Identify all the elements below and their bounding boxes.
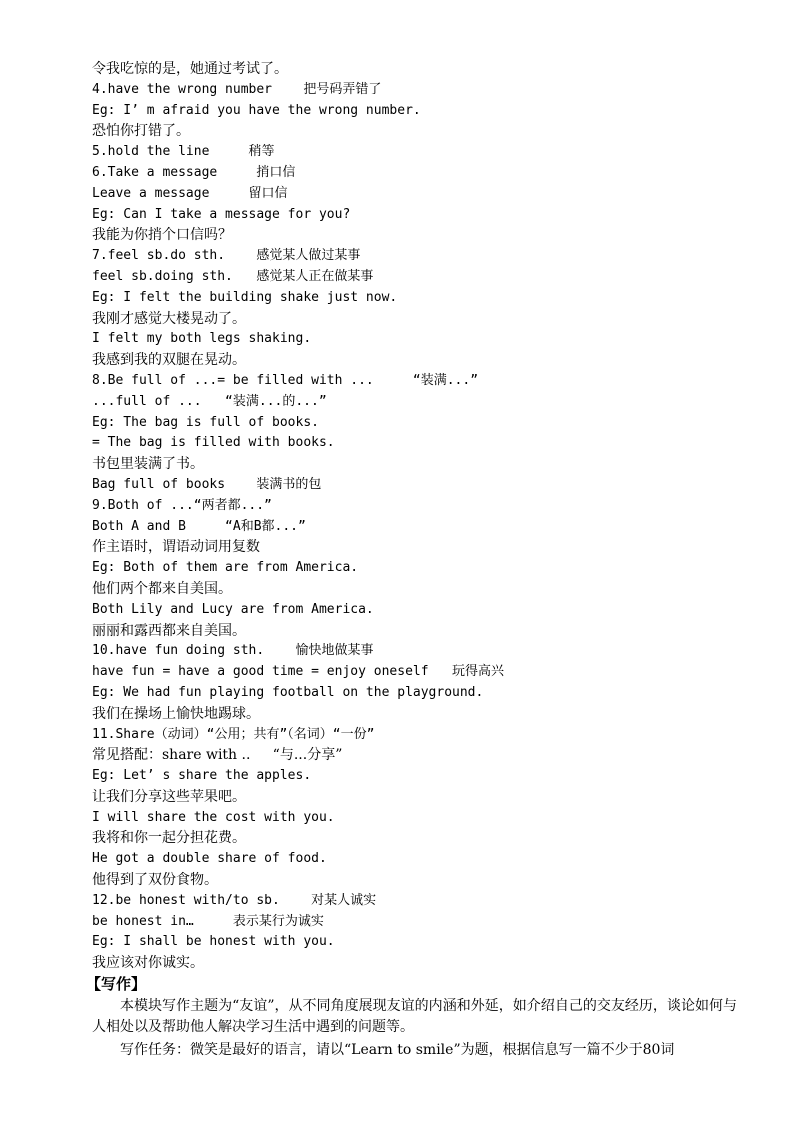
note-line: 令我吃惊的是，她通过考试了。 xyxy=(92,61,288,77)
note-line: Both A and B “A和B都...” xyxy=(92,518,306,534)
note-line: He got a double share of food. xyxy=(92,851,327,867)
note-line: 8.Be full of ...= be filled with ... “装满...” xyxy=(92,372,479,388)
note-line: Eg: I’ m afraid you have the wrong number. xyxy=(92,102,421,118)
note-line: Eg: I shall be honest with you. xyxy=(92,934,335,950)
note-line: 9.Both of ...“两者都...” xyxy=(92,497,272,513)
note-line: have fun = have a good time = enjoy oneself 玩得高兴 xyxy=(92,664,505,680)
note-line: 丽丽和露西都来自美国。 xyxy=(92,622,246,639)
note-line: Eg: Let’ s share the apples. xyxy=(92,768,312,784)
note-line: 6.Take a message 捎口信 xyxy=(92,164,296,180)
note-line: feel sb.doing sth. 感觉某人正在做某事 xyxy=(92,268,374,284)
note-line: 我刚才感觉大楼晃动了。 xyxy=(92,310,246,327)
note-line: 10.have fun doing sth. 愉快地做某事 xyxy=(92,643,374,659)
note-line: Eg: Can I take a message for you? xyxy=(92,206,351,222)
writing-theme-text: 本模块写作主题为“友谊”，从不同角度展现友谊的内涵和外延，如介绍自己的交友经历，谈论如何与人相处以及帮助他人解决学习生活中遇到的问题等。 xyxy=(92,998,737,1035)
note-line: I will share the cost with you. xyxy=(92,809,335,825)
writing-task-paragraph xyxy=(92,1040,737,1061)
note-line: 11.Share（动词）“公用；共有”（名词）“一份” xyxy=(92,726,375,742)
note-line: be honest in… 表示某行为诚实 xyxy=(92,913,324,929)
writing-theme-paragraph xyxy=(92,996,737,1038)
note-line: 常见搭配：share with .. “与...分享” xyxy=(92,747,343,764)
note-line: 让我们分享这些苹果吧。 xyxy=(92,788,246,805)
note-line: 书包里装满了书。 xyxy=(92,456,204,473)
note-line: 12.be honest with/to sb. 对某人诚实 xyxy=(92,892,377,908)
note-line: 他得到了双份食物。 xyxy=(92,872,218,889)
note-line: 我将和你一起分担花费。 xyxy=(92,830,246,847)
note-line: 我感到我的双腿在晃动。 xyxy=(92,352,246,369)
note-line: Eg: I felt the building shake just now. xyxy=(92,289,398,305)
note-line: 我能为你捎个口信吗？ xyxy=(92,227,232,244)
note-line: 7.feel sb.do sth. 感觉某人做过某事 xyxy=(92,248,361,264)
note-line: 4.have the wrong number 把号码弄错了 xyxy=(92,81,382,97)
vocabulary-notes xyxy=(92,59,752,974)
note-line: I felt my both legs shaking. xyxy=(92,331,312,347)
note-line: 他们两个都来自美国。 xyxy=(92,580,232,597)
note-line: 恐怕你打错了。 xyxy=(92,123,190,140)
note-line: Both Lily and Lucy are from America. xyxy=(92,601,374,617)
note-line: Leave a message 留口信 xyxy=(92,185,288,201)
note-line: 作主语时，谓语动词用复数 xyxy=(92,539,260,556)
note-line: Eg: The bag is full of books. xyxy=(92,414,319,430)
note-line: Bag full of books 装满书的包 xyxy=(92,476,322,492)
note-line: 我们在操场上愉快地踢球。 xyxy=(92,705,260,722)
note-line: 5.hold the line 稍等 xyxy=(92,144,275,160)
section-heading-writing: 【写作】 xyxy=(86,975,147,993)
note-line: Eg: We had fun playing football on the playground. xyxy=(92,684,484,700)
note-line: 我应该对你诚实。 xyxy=(92,955,204,972)
note-line: Eg: Both of them are from America. xyxy=(92,560,359,576)
writing-task-text: 写作任务：微笑是最好的语言，请以“Learn to smile”为题，根据信息写一篇不少于80词 xyxy=(120,1042,675,1058)
note-line: = The bag is filled with books. xyxy=(92,435,335,451)
note-line: ...full of ... “装满...的...” xyxy=(92,393,327,409)
